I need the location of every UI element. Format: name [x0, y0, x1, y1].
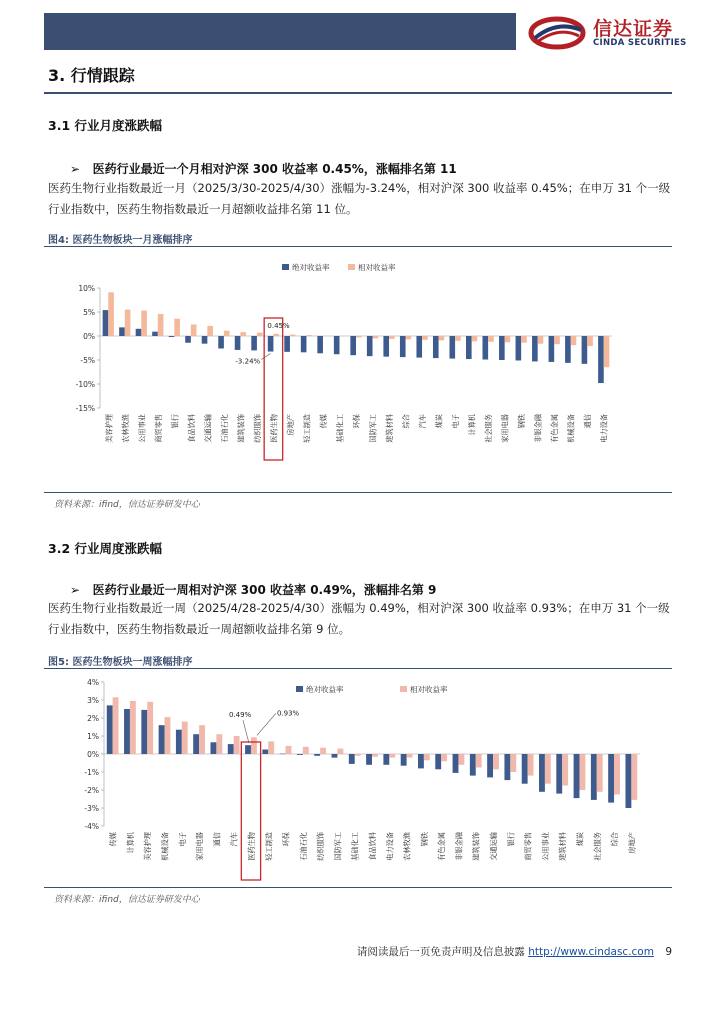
bar-absolute: [400, 336, 406, 357]
bar-absolute: [268, 336, 274, 352]
bar-relative: [441, 754, 447, 761]
y-tick-label: 4%: [87, 678, 99, 687]
y-tick-label: 3%: [87, 696, 99, 705]
bar-absolute: [334, 336, 340, 354]
figure-top-rule: [44, 668, 672, 669]
bar-absolute: [297, 754, 303, 755]
x-tick-label: 石油石化: [298, 832, 308, 861]
bar-relative: [476, 754, 482, 768]
y-tick-label: -15%: [75, 404, 95, 413]
y-tick-label: 0%: [87, 750, 99, 759]
x-tick-label: 公用事业: [540, 832, 550, 861]
x-tick-label: 农林牧渔: [120, 414, 130, 443]
bar-absolute: [565, 336, 571, 363]
bar-absolute: [141, 710, 147, 754]
x-tick-label: 基础化工: [350, 832, 360, 861]
bar-relative: [207, 326, 213, 336]
bar-relative: [458, 754, 464, 765]
bullet-text: 医药行业最近一周相对沪深 300 收益率 0.49%，涨幅排名第 9: [92, 583, 437, 597]
bar-relative: [165, 717, 171, 754]
bar-relative: [538, 336, 544, 344]
bar-absolute: [284, 336, 290, 352]
bar-relative: [521, 336, 527, 343]
bar-relative: [113, 697, 119, 754]
y-tick-label: -1%: [84, 768, 99, 777]
bar-absolute: [483, 336, 489, 360]
bar-absolute: [301, 336, 307, 352]
bar-absolute: [332, 754, 338, 758]
x-tick-label: 基础化工: [335, 414, 345, 443]
x-tick-label: 纺织服饰: [252, 414, 262, 443]
bar-absolute: [185, 336, 191, 343]
bar-relative: [191, 324, 197, 336]
bar-absolute: [314, 754, 320, 756]
bar-absolute: [119, 327, 125, 336]
bullet-monthly: [70, 160, 457, 177]
bar-relative: [545, 754, 551, 784]
x-tick-label: 轻工制造: [264, 832, 274, 861]
bar-absolute: [487, 754, 493, 777]
bar-absolute: [466, 336, 472, 359]
bar-relative: [373, 336, 379, 338]
brand-name-en: CINDA SECURITIES: [593, 38, 687, 48]
x-tick-label: 交通运输: [203, 414, 213, 443]
x-tick-label: 电子: [177, 832, 187, 847]
x-tick-label: 综合: [610, 832, 620, 847]
bar-absolute: [591, 754, 597, 800]
x-tick-label: 美容护理: [104, 414, 114, 443]
bar-absolute: [449, 336, 455, 359]
bar-absolute: [366, 754, 372, 765]
x-tick-label: 非银金融: [533, 414, 543, 443]
bar-absolute: [625, 754, 631, 808]
bar-relative: [472, 336, 478, 341]
bar-relative: [224, 331, 230, 336]
bar-relative: [488, 336, 494, 342]
x-tick-label: 电力设备: [385, 832, 395, 861]
bar-relative: [286, 746, 292, 754]
y-tick-label: -10%: [75, 380, 95, 389]
bar-relative: [337, 749, 343, 754]
legend-label: 绝对收益率: [292, 263, 330, 272]
bar-absolute: [251, 336, 257, 350]
bar-relative: [455, 336, 461, 341]
x-tick-label: 电子: [451, 414, 461, 429]
bar-relative: [141, 311, 147, 336]
x-tick-label: 环保: [352, 414, 361, 429]
chart-weekly-returns: [0, 672, 720, 884]
x-tick-label: 国防军工: [368, 414, 378, 443]
bar-absolute: [107, 705, 113, 754]
legend-swatch: [348, 264, 355, 270]
legend-label: 相对收益率: [410, 685, 448, 694]
annotation-leader: [261, 354, 270, 360]
x-tick-label: 交通运输: [489, 832, 499, 861]
x-tick-label: 家用电器: [500, 414, 510, 443]
bar-relative: [604, 336, 610, 367]
x-tick-label: 传媒: [108, 832, 118, 847]
figure-bottom-rule: [44, 492, 672, 493]
bar-relative: [422, 336, 428, 340]
bar-absolute: [169, 336, 175, 337]
bar-absolute: [453, 754, 459, 773]
bar-absolute: [176, 730, 182, 754]
x-tick-label: 银行: [506, 832, 516, 847]
bar-absolute: [383, 754, 389, 765]
bar-relative: [182, 722, 188, 754]
x-tick-label: 房地产: [627, 832, 637, 854]
x-tick-label: 建筑装饰: [471, 832, 481, 861]
bar-absolute: [608, 754, 614, 803]
figure-top-rule: [44, 246, 672, 247]
y-tick-label: -2%: [84, 786, 99, 795]
x-tick-label: 有色金属: [550, 414, 560, 443]
y-tick-label: 0%: [83, 332, 95, 341]
bar-relative: [424, 754, 430, 760]
x-tick-label: 煤炭: [575, 832, 585, 847]
legend-label: 相对收益率: [358, 263, 396, 272]
x-tick-label: 食品饮料: [186, 414, 196, 443]
x-tick-label: 社会服务: [592, 832, 602, 861]
bar-relative: [240, 332, 246, 336]
chart-monthly-returns: [0, 250, 720, 490]
bar-relative: [174, 319, 180, 336]
bar-relative: [372, 754, 378, 757]
bar-absolute: [218, 336, 224, 348]
cinda-logo: [527, 12, 707, 54]
bar-absolute: [549, 336, 555, 362]
source-note-4: 资料来源：ifind，信达证券研发中心: [54, 500, 200, 510]
bar-absolute: [202, 336, 208, 344]
bar-relative: [493, 754, 499, 769]
x-tick-label: 非银金融: [454, 832, 464, 861]
bar-absolute: [401, 754, 407, 766]
annotation-leader: [257, 713, 276, 735]
page-footer: [357, 944, 672, 959]
bar-absolute: [235, 336, 241, 350]
section-divider: [44, 92, 672, 94]
bar-absolute: [350, 336, 356, 355]
bar-absolute: [433, 336, 439, 358]
bar-relative: [273, 334, 279, 336]
source-note-5: 资料来源：ifind，信达证券研发中心: [54, 895, 200, 905]
bar-relative: [290, 335, 296, 336]
arrow-bullet-icon: ➢: [70, 583, 81, 597]
x-tick-label: 综合: [401, 414, 411, 429]
x-tick-label: 建筑装饰: [236, 414, 246, 443]
bar-relative: [562, 754, 568, 786]
x-tick-label: 公用事业: [137, 414, 147, 443]
x-tick-label: 机械设备: [160, 832, 170, 861]
brand-name-cn: 信达证券: [593, 18, 674, 40]
bar-relative: [554, 336, 560, 344]
bar-absolute: [516, 336, 522, 360]
bar-relative: [356, 336, 362, 337]
bar-relative: [407, 754, 413, 758]
page-number: 9: [665, 946, 672, 958]
bar-relative: [147, 702, 153, 754]
bar-absolute: [499, 336, 505, 360]
figure-bottom-rule: [44, 887, 672, 888]
annotation-absolute: -3.24%: [235, 357, 261, 366]
annotation-leader: [243, 720, 249, 743]
y-tick-label: -5%: [80, 356, 95, 365]
x-tick-label: 电力设备: [599, 414, 609, 443]
bar-absolute: [103, 310, 109, 336]
bar-absolute: [159, 725, 165, 754]
bar-absolute: [211, 742, 217, 754]
annotation-relative: 0.93%: [276, 709, 300, 718]
y-tick-label: 1%: [87, 732, 99, 741]
bar-relative: [505, 336, 511, 342]
bar-absolute: [262, 750, 268, 755]
bar-relative: [303, 747, 309, 754]
paragraph-weekly: 医药生物行业指数最近一周（2025/4/28-2025/4/30）涨幅为 0.49%，相对沪深 300 收益率 0.93%；在申万 31 个一级行业指数中，医药生物指数最近一周超额收益排名第 9 位。: [48, 601, 670, 636]
bar-relative: [339, 336, 345, 337]
x-tick-label: 美容护理: [143, 832, 153, 861]
bar-relative: [158, 314, 164, 336]
bar-relative: [125, 310, 131, 336]
bar-absolute: [582, 336, 588, 364]
bar-absolute: [522, 754, 528, 784]
paragraph-monthly: 医药生物行业指数最近一月（2025/3/30-2025/4/30）涨幅为-3.24%，相对沪深 300 收益率 0.45%；在申万 31 个一级行业指数中，医药生物指数最近一月超额收益排名第 11 位。: [48, 181, 671, 216]
x-tick-label: 医药生物: [246, 832, 256, 861]
bar-relative: [587, 336, 593, 346]
bullet-weekly: [70, 581, 436, 598]
x-tick-label: 石油石化: [219, 414, 229, 443]
bar-absolute: [193, 734, 199, 754]
x-tick-label: 建筑材料: [558, 832, 568, 861]
x-tick-label: 环保: [281, 832, 291, 847]
bar-absolute: [349, 754, 355, 764]
x-tick-label: 通信: [583, 414, 593, 429]
bar-absolute: [539, 754, 545, 792]
x-tick-label: 钢铁: [419, 832, 429, 847]
bar-relative: [199, 725, 205, 754]
bar-relative: [597, 754, 603, 792]
bar-absolute: [435, 754, 441, 769]
bar-relative: [389, 336, 395, 339]
bar-relative: [389, 754, 395, 758]
y-tick-label: 5%: [83, 308, 95, 317]
subsection-heading-monthly: 3.1 行业月度涨跌幅: [48, 118, 162, 133]
bar-relative: [614, 754, 620, 795]
subsection-heading-weekly: 3.2 行业周度涨跌幅: [48, 541, 162, 556]
footer-link[interactable]: http://www.cindasc.com: [528, 946, 654, 958]
bar-absolute: [317, 336, 323, 353]
y-tick-label: 2%: [87, 714, 99, 723]
bar-absolute: [152, 332, 158, 336]
footer-disclaimer: 请阅读最后一页免责声明及信息披露: [356, 946, 525, 958]
x-tick-label: 汽车: [229, 832, 239, 847]
legend-swatch: [296, 686, 303, 692]
bar-relative: [579, 754, 585, 790]
bullet-text: 医药行业最近一个月相对沪深 300 收益率 0.45%，涨幅排名第 11: [92, 162, 457, 176]
x-tick-label: 纺织服饰: [316, 832, 326, 861]
x-tick-label: 钢铁: [517, 414, 527, 429]
bar-relative: [234, 736, 240, 754]
x-tick-label: 机械设备: [566, 414, 576, 443]
bar-relative: [323, 336, 329, 337]
figure-title-4: 图4: 医药生物板块一月涨幅排序: [48, 235, 193, 246]
x-tick-label: 建筑材料: [385, 414, 395, 443]
bar-relative: [631, 754, 637, 800]
bar-absolute: [598, 336, 604, 383]
x-tick-label: 计算机: [125, 832, 135, 854]
bar-absolute: [556, 754, 562, 794]
bar-absolute: [574, 754, 580, 798]
x-tick-label: 煤炭: [434, 414, 444, 429]
figure-title-5: 图5: 医药生物板块一周涨幅排序: [48, 657, 193, 668]
bar-absolute: [418, 754, 424, 768]
bar-relative: [320, 748, 326, 754]
bar-relative: [216, 734, 222, 754]
y-tick-label: 10%: [78, 284, 95, 293]
legend-label: 绝对收益率: [306, 685, 344, 694]
bar-absolute: [228, 744, 234, 754]
bar-absolute: [124, 709, 130, 754]
x-tick-label: 医药生物: [269, 414, 279, 443]
bar-relative: [571, 336, 577, 345]
bar-relative: [130, 701, 136, 754]
bar-absolute: [136, 329, 142, 336]
bar-relative: [306, 335, 312, 336]
legend-swatch: [400, 686, 407, 692]
bar-relative: [439, 336, 445, 340]
bar-relative: [510, 754, 516, 772]
bar-relative: [355, 754, 361, 756]
bar-absolute: [532, 336, 538, 361]
cinda-logo-mark-icon: [527, 12, 587, 54]
header-bar: [44, 13, 516, 50]
bar-absolute: [383, 336, 389, 357]
section-title: 3. 行情跟踪: [48, 66, 135, 85]
x-tick-label: 传媒: [318, 414, 328, 429]
x-tick-label: 银行: [170, 414, 180, 429]
x-tick-label: 汽车: [418, 414, 428, 429]
x-tick-label: 食品饮料: [368, 832, 377, 861]
x-tick-label: 国防军工: [333, 832, 343, 861]
y-tick-label: -3%: [84, 804, 99, 813]
x-tick-label: 商贸零售: [523, 832, 533, 861]
arrow-bullet-icon: ➢: [70, 162, 81, 176]
bar-absolute: [504, 754, 510, 780]
legend-swatch: [282, 264, 289, 270]
x-tick-label: 房地产: [285, 414, 295, 436]
x-tick-label: 通信: [212, 832, 222, 847]
annotation-absolute: 0.49%: [228, 711, 252, 720]
bar-relative: [406, 336, 412, 339]
bar-absolute: [280, 754, 286, 755]
x-tick-label: 商贸零售: [153, 414, 163, 443]
bar-absolute: [470, 754, 476, 776]
bar-relative: [108, 292, 114, 336]
bar-absolute: [245, 745, 251, 754]
annotation-relative: 0.45%: [267, 322, 290, 330]
x-tick-label: 社会服务: [484, 414, 494, 443]
bar-relative: [257, 333, 263, 336]
bar-absolute: [416, 336, 422, 358]
x-tick-label: 轻工制造: [302, 414, 312, 443]
x-tick-label: 家用电器: [195, 832, 205, 861]
bar-absolute: [367, 336, 373, 356]
x-tick-label: 农林牧渔: [402, 832, 412, 861]
y-tick-label: -4%: [84, 822, 99, 831]
bar-relative: [528, 754, 534, 776]
x-tick-label: 计算机: [467, 414, 477, 436]
bar-relative: [268, 741, 274, 754]
x-tick-label: 有色金属: [437, 832, 447, 861]
bar-relative: [251, 737, 257, 754]
